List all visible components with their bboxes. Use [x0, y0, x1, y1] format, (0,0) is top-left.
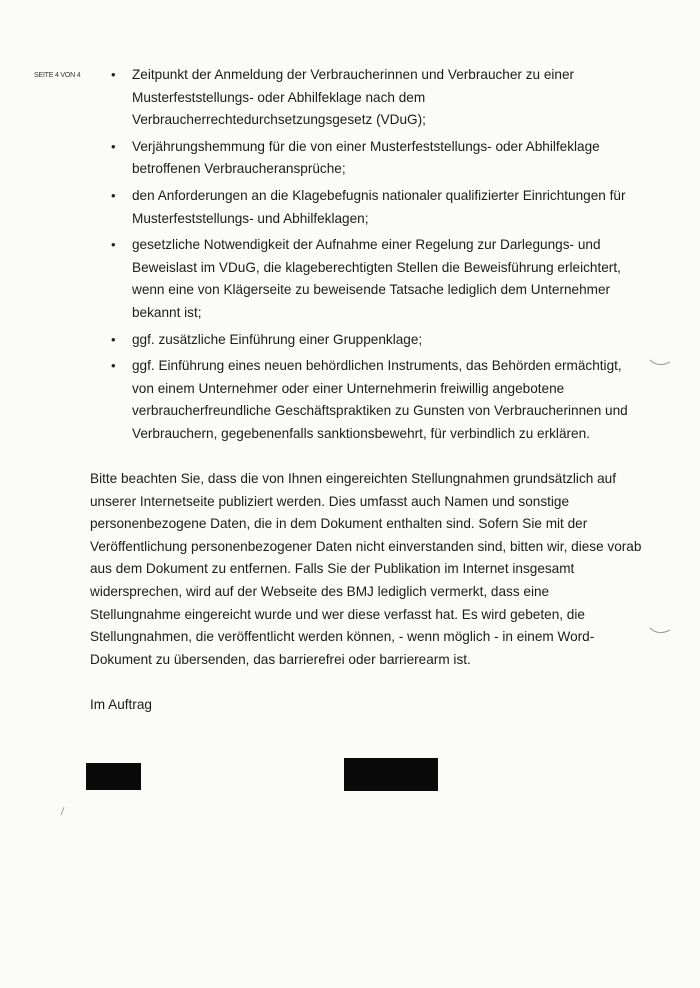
bullet-text: Verjährungshemmung für die von einer Musterfeststellungs- oder Abhilfeklage betroffenen Verbraucheransprüche;: [132, 138, 600, 177]
bullet-list: [96, 64, 641, 450]
bullet-dot-icon: •: [111, 67, 116, 82]
bullet-dot-icon: •: [111, 237, 116, 253]
bullet-dot-icon: •: [111, 331, 116, 347]
notice-paragraph: Bitte beachten Sie, dass die von Ihnen eingereichten Stellungnahmen grundsätzlich auf unserer Internetseite publiziert werden. Dies umfasst auch Namen und sonstige personenbezogene Daten, die in dem Dokument enthalten sind. Sofern Sie mit der Veröffentlichung personenbezogener Daten nicht einverstanden sind, bitten wir, diese vorab aus dem Dokument zu entfernen. Falls Sie der Publikation im Internet insgesamt widersprechen, wird auf der Webseite des BMJ lediglich vermerkt, dass eine Stellungnahme eingereicht wurde und wer diese verfasst hat. Es wird gebeten, die Stellungnahmen, die veröffentlicht werden können, - wenn möglich - in einem Word-Dokument zu übersenden, das barrierefrei oder barrierearm ist.: [90, 471, 642, 667]
bullet-dot-icon: •: [111, 138, 116, 154]
bullet-item: [96, 64, 641, 132]
bullet-dot-icon: •: [111, 187, 116, 203]
closing-line: Im Auftrag: [90, 697, 152, 712]
redaction-block-name: [86, 763, 141, 790]
scan-mark-icon: [58, 806, 68, 816]
bullet-item: [96, 136, 641, 181]
bullet-text: Zeitpunkt der Anmeldung der Verbraucherinnen und Verbraucher zu einer Musterfeststellungs- oder Abhilfeklage nach dem Verbraucherrechtedurchsetzungsgesetz (VDuG);: [132, 67, 575, 128]
page-number: SEITE 4 VON 4: [34, 72, 81, 79]
scan-mark-icon: [648, 356, 672, 370]
redaction-block-signature: [344, 758, 438, 791]
bullet-item: [96, 234, 641, 324]
bullet-text: gesetzliche Notwendigkeit der Aufnahme einer Regelung zur Darlegungs- und Beweislast im VDuG, die klageberechtigten Stellen die Beweisführung erleichtert, wenn eine von Klägerseite zu beweisende Tatsache lediglich dem Unternehmer bekannt ist;: [132, 237, 621, 320]
bullet-dot-icon: •: [111, 358, 116, 374]
bullet-item: [96, 355, 641, 445]
bullet-item: [96, 329, 641, 352]
bullet-text: ggf. Einführung eines neuen behördlichen Instruments, das Behörden ermächtigt, von einem Unternehmer oder einer Unternehmerin freiwillig angebotene verbraucherfreundliche Geschäftspraktiken zu Gunsten von Verbraucherinnen und Verbrauchern, gegebenenfalls sanktionsbewehrt, für verbindlich zu erklären.: [132, 358, 628, 441]
bullet-item: [96, 185, 641, 230]
scan-mark-icon: [648, 624, 672, 638]
bullet-text: ggf. zusätzliche Einführung einer Gruppenklage;: [132, 331, 423, 347]
bullet-text: den Anforderungen an die Klagebefugnis nationaler qualifizierter Einrichtungen für Musterfeststellungs- und Abhilfeklagen;: [132, 187, 626, 226]
